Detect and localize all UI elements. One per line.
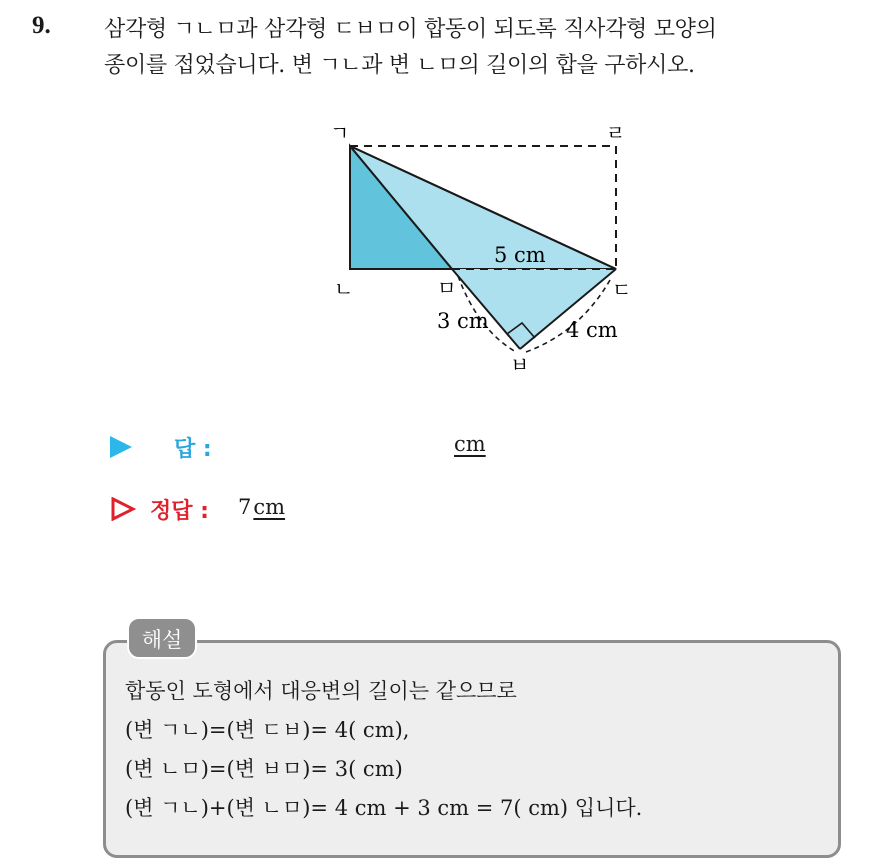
explanation-tag: 해설 [127, 617, 197, 659]
explanation-line-2: (변 ㄱㄴ)=(변 ㄷㅂ)= 4( cm), [125, 718, 410, 742]
explanation-text [125, 672, 825, 828]
label-mieum: ㅁ [437, 276, 457, 300]
correct-arrow-icon [110, 497, 136, 521]
length-mb: 3 cm [437, 309, 489, 333]
answer-row [110, 432, 530, 462]
question-number: 9. [32, 12, 51, 39]
correct-unit: cm [253, 495, 286, 519]
correct-number: 7 [238, 495, 252, 519]
correct-label: 정답 : [150, 499, 209, 524]
correct-answer-row [110, 494, 530, 524]
explanation-line-1: 합동인 도형에서 대응변의 길이는 같으므로 [125, 679, 517, 703]
label-digeut: ㄷ [612, 278, 632, 302]
length-bd: 4 cm [566, 318, 618, 342]
length-md: 5 cm [494, 243, 546, 267]
label-giyeok: ㄱ [330, 121, 350, 145]
label-bieup: ㅂ [510, 353, 530, 377]
answer-arrow-icon [110, 436, 132, 458]
explanation-line-4: (변 ㄱㄴ)+(변 ㄴㅁ)= 4 cm + 3 cm = 7( cm) 입니다. [125, 796, 643, 820]
label-nieun: ㄴ [334, 277, 354, 301]
label-rieul: ㄹ [606, 121, 626, 145]
answer-unit: cm [454, 432, 486, 456]
question-line-1: 삼각형 ㄱㄴㅁ과 삼각형 ㄷㅂㅁ이 합동이 되도록 직사각형 모양의 [104, 17, 717, 42]
correct-value [238, 495, 285, 519]
answer-label: 답 : [174, 437, 212, 462]
explanation-line-3: (변 ㄴㅁ)=(변 ㅂㅁ)= 3( cm) [125, 757, 403, 781]
question-line-2: 종이를 접었습니다. 변 ㄱㄴ과 변 ㄴㅁ의 길이의 합을 구하시오. [104, 53, 695, 78]
folded-rectangle-figure [0, 0, 884, 420]
